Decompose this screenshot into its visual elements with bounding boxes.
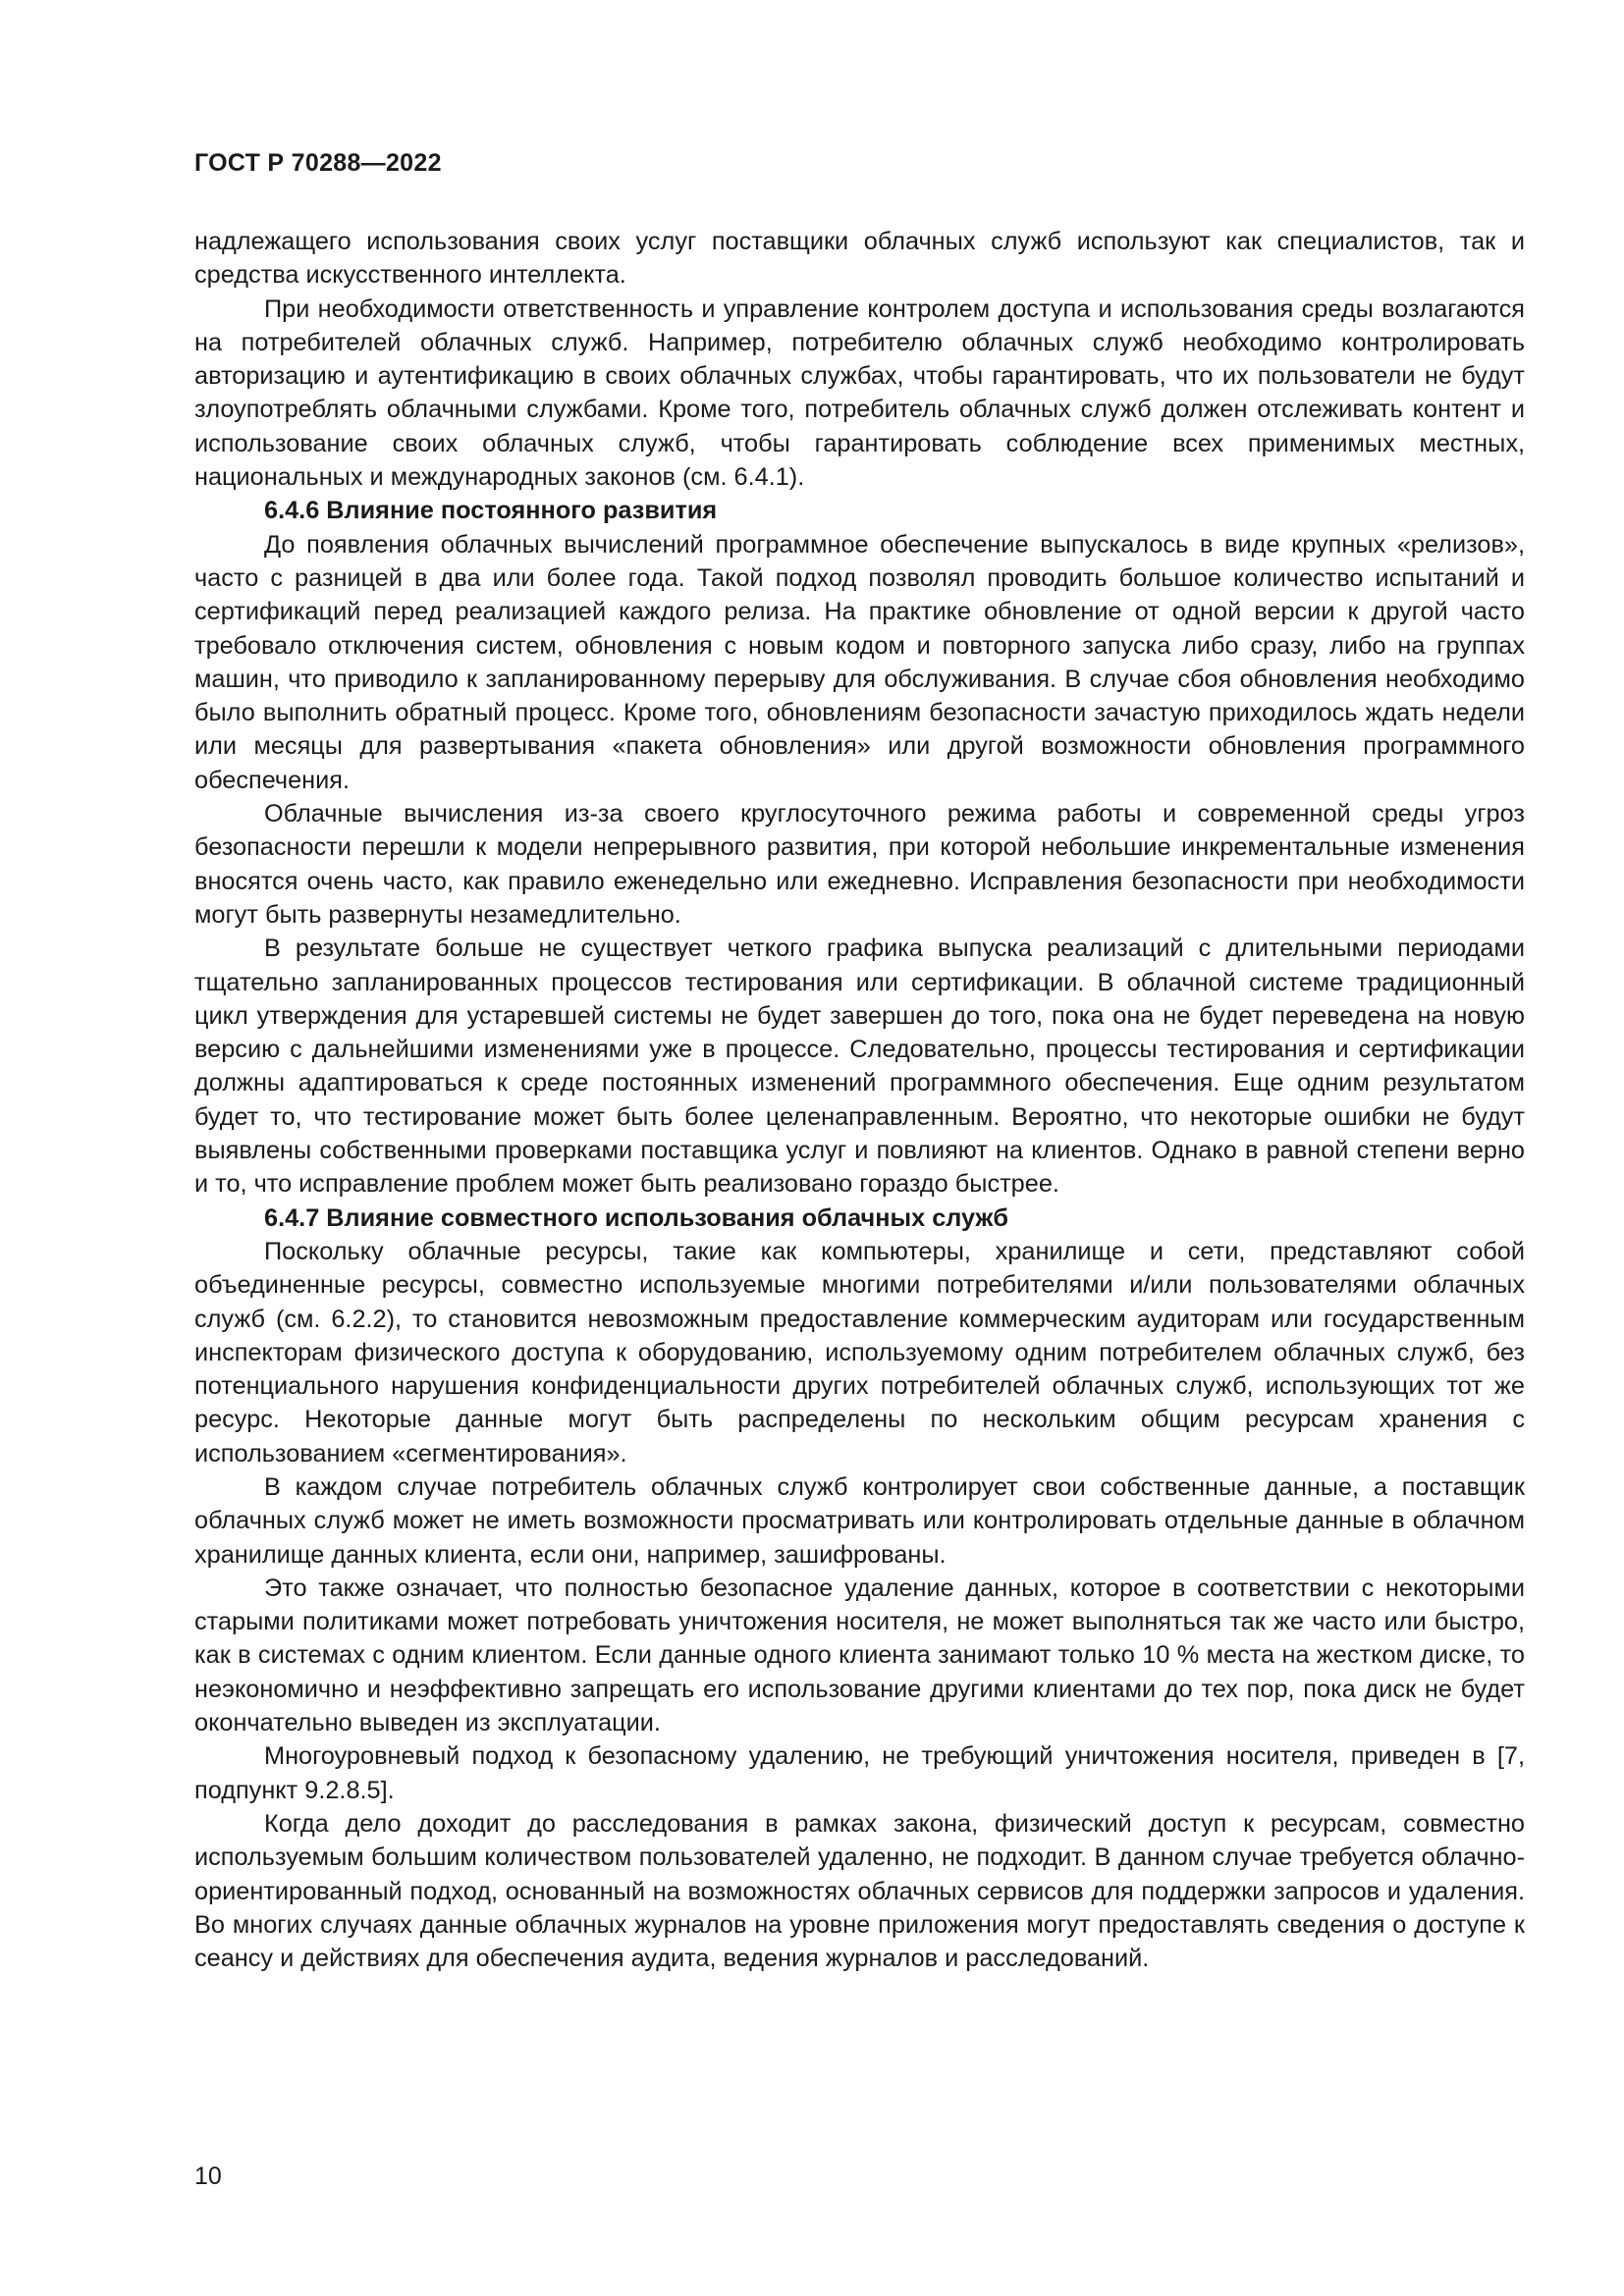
paragraph: Многоуровневый подход к безопасному удалению, не требующий уничтожения носителя, приведен в [7, подпункт 9.2.8.5].: [194, 1742, 1525, 1804]
section-heading-6-4-6: 6.4.6 Влияние постоянного развития: [264, 497, 718, 525]
paragraph: В результате больше не существует четкого графика выпуска реализаций с длительными периодами тщательно запланированных процессов тестирования или сертификации. В облачной системе традиционный цикл утверждения для устаревшей системы не будет завершен до того, пока она не будет переведена на новую версию с дальнейшими изменениями уже в процессе. Следовательно, процессы тестирования и сертификации должны адаптироваться к среде постоянных изменений программного обеспечения. Еще одним результатом будет то, что тестирование может быть более целенаправленным. Вероятно, что некоторые ошибки не будут выявлены собственными проверками поставщика услуг и повлияют на клиентов. Однако в равной степени верно и то, что исправление проблем может быть реализовано гораздо быстрее.: [194, 934, 1525, 1199]
standard-header: ГОСТ Р 70288—2022: [194, 149, 442, 177]
paragraph: В каждом случае потребитель облачных служб контролирует свои собственные данные, а поставщик облачных служб может не иметь возможности просматривать или контролировать отдельные данные в облачном хранилище данных клиента, если они, например, зашифрованы.: [194, 1472, 1525, 1569]
paragraph: До появления облачных вычислений программное обеспечение выпускалось в виде крупных «релизов», часто с разницей в два или более года. Такой подход позволял проводить большое количество испытаний и сертификаций перед реализацией каждого релиза. На практике обновление от одной версии к другой часто требовало отключения систем, обновления с новым кодом и повторного запуска либо сразу, либо на группах машин, что приводило к запланированному перерыву для обслуживания. В случае сбоя обновления необходимо было выполнить обратный процесс. Кроме того, обновлениям безопасности зачастую приходилось ждать недели или месяцы для развертывания «пакета обновления» или другой возможности обновления программного обеспечения.: [194, 530, 1525, 794]
paragraph: Когда дело доходит до расследования в рамках закона, физический доступ к ресурсам, совместно используемым большим количеством пользователей удаленно, не подходит. В данном случае требуется облачно-ориентированный подход, основанный на возможностях облачных сервисов для поддержки запросов и удаления. Во многих случаях данные облачных журналов на уровне приложения могут предоставлять сведения о доступе к сеансу и действиях для обеспечения аудита, ведения журналов и расследований.: [194, 1809, 1525, 1973]
paragraph: Это также означает, что полностью безопасное удаление данных, которое в соответствии с некоторыми старыми политиками может потребовать уничтожения носителя, не может выполняться так же часто или быстро, как в системах с одним клиентом. Если данные одного клиента занимают только 10 % места на жестком диске, то неэкономично и неэффективно запрещать его использование другими клиентами до тех пор, пока диск не будет окончательно выведен из эксплуатации.: [194, 1574, 1525, 1737]
paragraph: надлежащего использования своих услуг поставщики облачных служб используют как специалистов, так и средства искусственного интеллекта.: [194, 228, 1525, 290]
page-number: 10: [194, 2163, 222, 2190]
section-heading-6-4-7: 6.4.7 Влияние совместного использования облачных служб: [264, 1203, 1008, 1232]
paragraph: Облачные вычисления из-за своего круглосуточного режима работы и современной среды угроз безопасности перешли к модели непрерывного развития, при которой небольшие инкрементальные изменения вносятся очень часто, как правило еженедельно или ежедневно. Исправления безопасности при необходимости могут быть развернуты незамедлительно.: [194, 800, 1525, 929]
body-text: [194, 225, 1525, 1975]
paragraph: При необходимости ответственность и управление контролем доступа и использования среды возлагаются на потребителей облачных служб. Например, потребителю облачных служб необходимо контролировать авторизацию и аутентификацию в своих облачных службах, чтобы гарантировать, что их пользователи не будут злоупотреблять облачными службами. Кроме того, потребитель облачных служб должен отслеживать контент и использование своих облачных служб, чтобы гарантировать соблюдение всех применимых местных, национальных и международных законов (см. 6.4.1).: [194, 294, 1525, 492]
paragraph: Поскольку облачные ресурсы, такие как компьютеры, хранилище и сети, представляют собой объединенные ресурсы, совместно используемые многими потребителями и/или пользователями облачных служб (см. 6.2.2), то становится невозможным предоставление коммерческим аудиторам или государственным инспекторам физического доступа к оборудованию, используемому одним потребителем облачных служб, без потенциального нарушения конфиденциальности других потребителей облачных служб, использующих тот же ресурс. Некоторые данные могут быть распределены по нескольким общим ресурсам хранения с использованием «сегментирования».: [194, 1237, 1525, 1468]
